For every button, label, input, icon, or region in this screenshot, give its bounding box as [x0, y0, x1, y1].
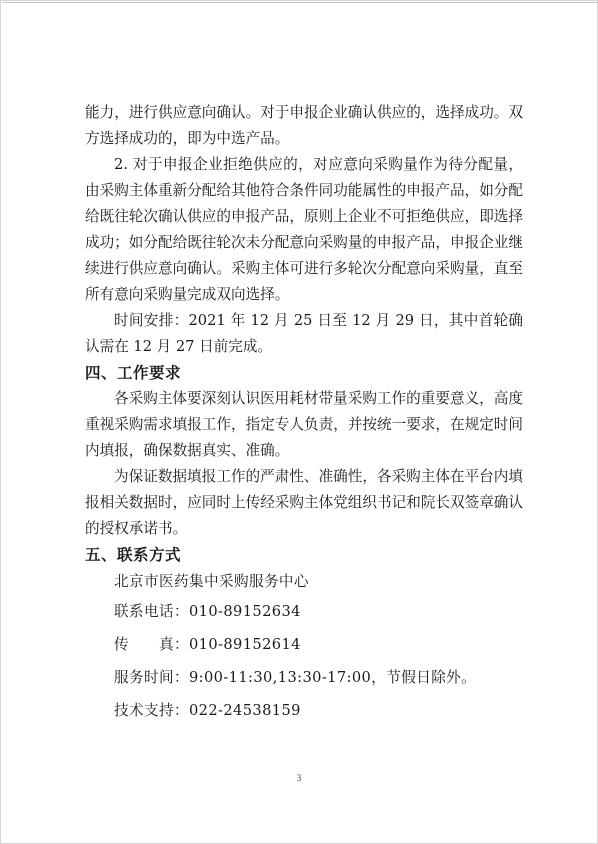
scan-edge-line — [2, 2, 598, 3]
section-4-paragraph-2: 为保证数据填报工作的严肃性、准确性，各采购主体在平台内填报相关数据时，应同时上传经采购主体党组织书记和院长双签章确认的授权承诺书。 — [85, 468, 523, 537]
schedule-paragraph: 时间安排：2021 年 12 月 25 日至 12 月 29 日，其中首轮确认需在 12 月 27 日前完成。 — [85, 312, 523, 355]
contact-organization: 北京市医药集中采购服务中心 — [114, 573, 309, 590]
page-number: 3 — [296, 773, 302, 783]
continued-paragraph: 能力，进行供应意向确认。对于申报企业确认供应的，选择成功。双方选择成功的，即为中选产品。 — [85, 104, 523, 147]
section-5-heading: 五、联系方式 — [85, 546, 182, 564]
section-4-paragraph-1: 各采购主体要深刻认识医用耗材带量采购工作的重要意义，高度重视采购需求填报工作，指定专人负责，并按统一要求，在规定时间内填报，确保数据真实、准确。 — [85, 390, 523, 459]
contact-service-hours: 服务时间：9:00-11:30,13:30-17:00，节假日除外。 — [114, 669, 477, 686]
contact-fax: 传 真：010-89152614 — [114, 636, 301, 653]
contact-phone: 联系电话：010-89152634 — [114, 603, 301, 620]
contact-tech-support: 技术支持：022-24538159 — [114, 702, 301, 719]
section-4-heading: 四、工作要求 — [85, 364, 182, 382]
contact-block — [85, 568, 523, 727]
document-body — [85, 100, 523, 727]
item-2-paragraph: 2. 对于申报企业拒绝供应的，对应意向采购量作为待分配量，由采购主体重新分配给其他符合条件同功能属性的申报产品，如分配给既往轮次确认供应的申报产品，原则上企业不可拒绝供应，即选择成功；如分配给既往轮次未分配意向采购量的申报产品，申报企业继续进行供应意向确认。采购主体可进行多轮次分配意向采购量，直至所有意向采购量完成双向选择。 — [85, 156, 523, 303]
